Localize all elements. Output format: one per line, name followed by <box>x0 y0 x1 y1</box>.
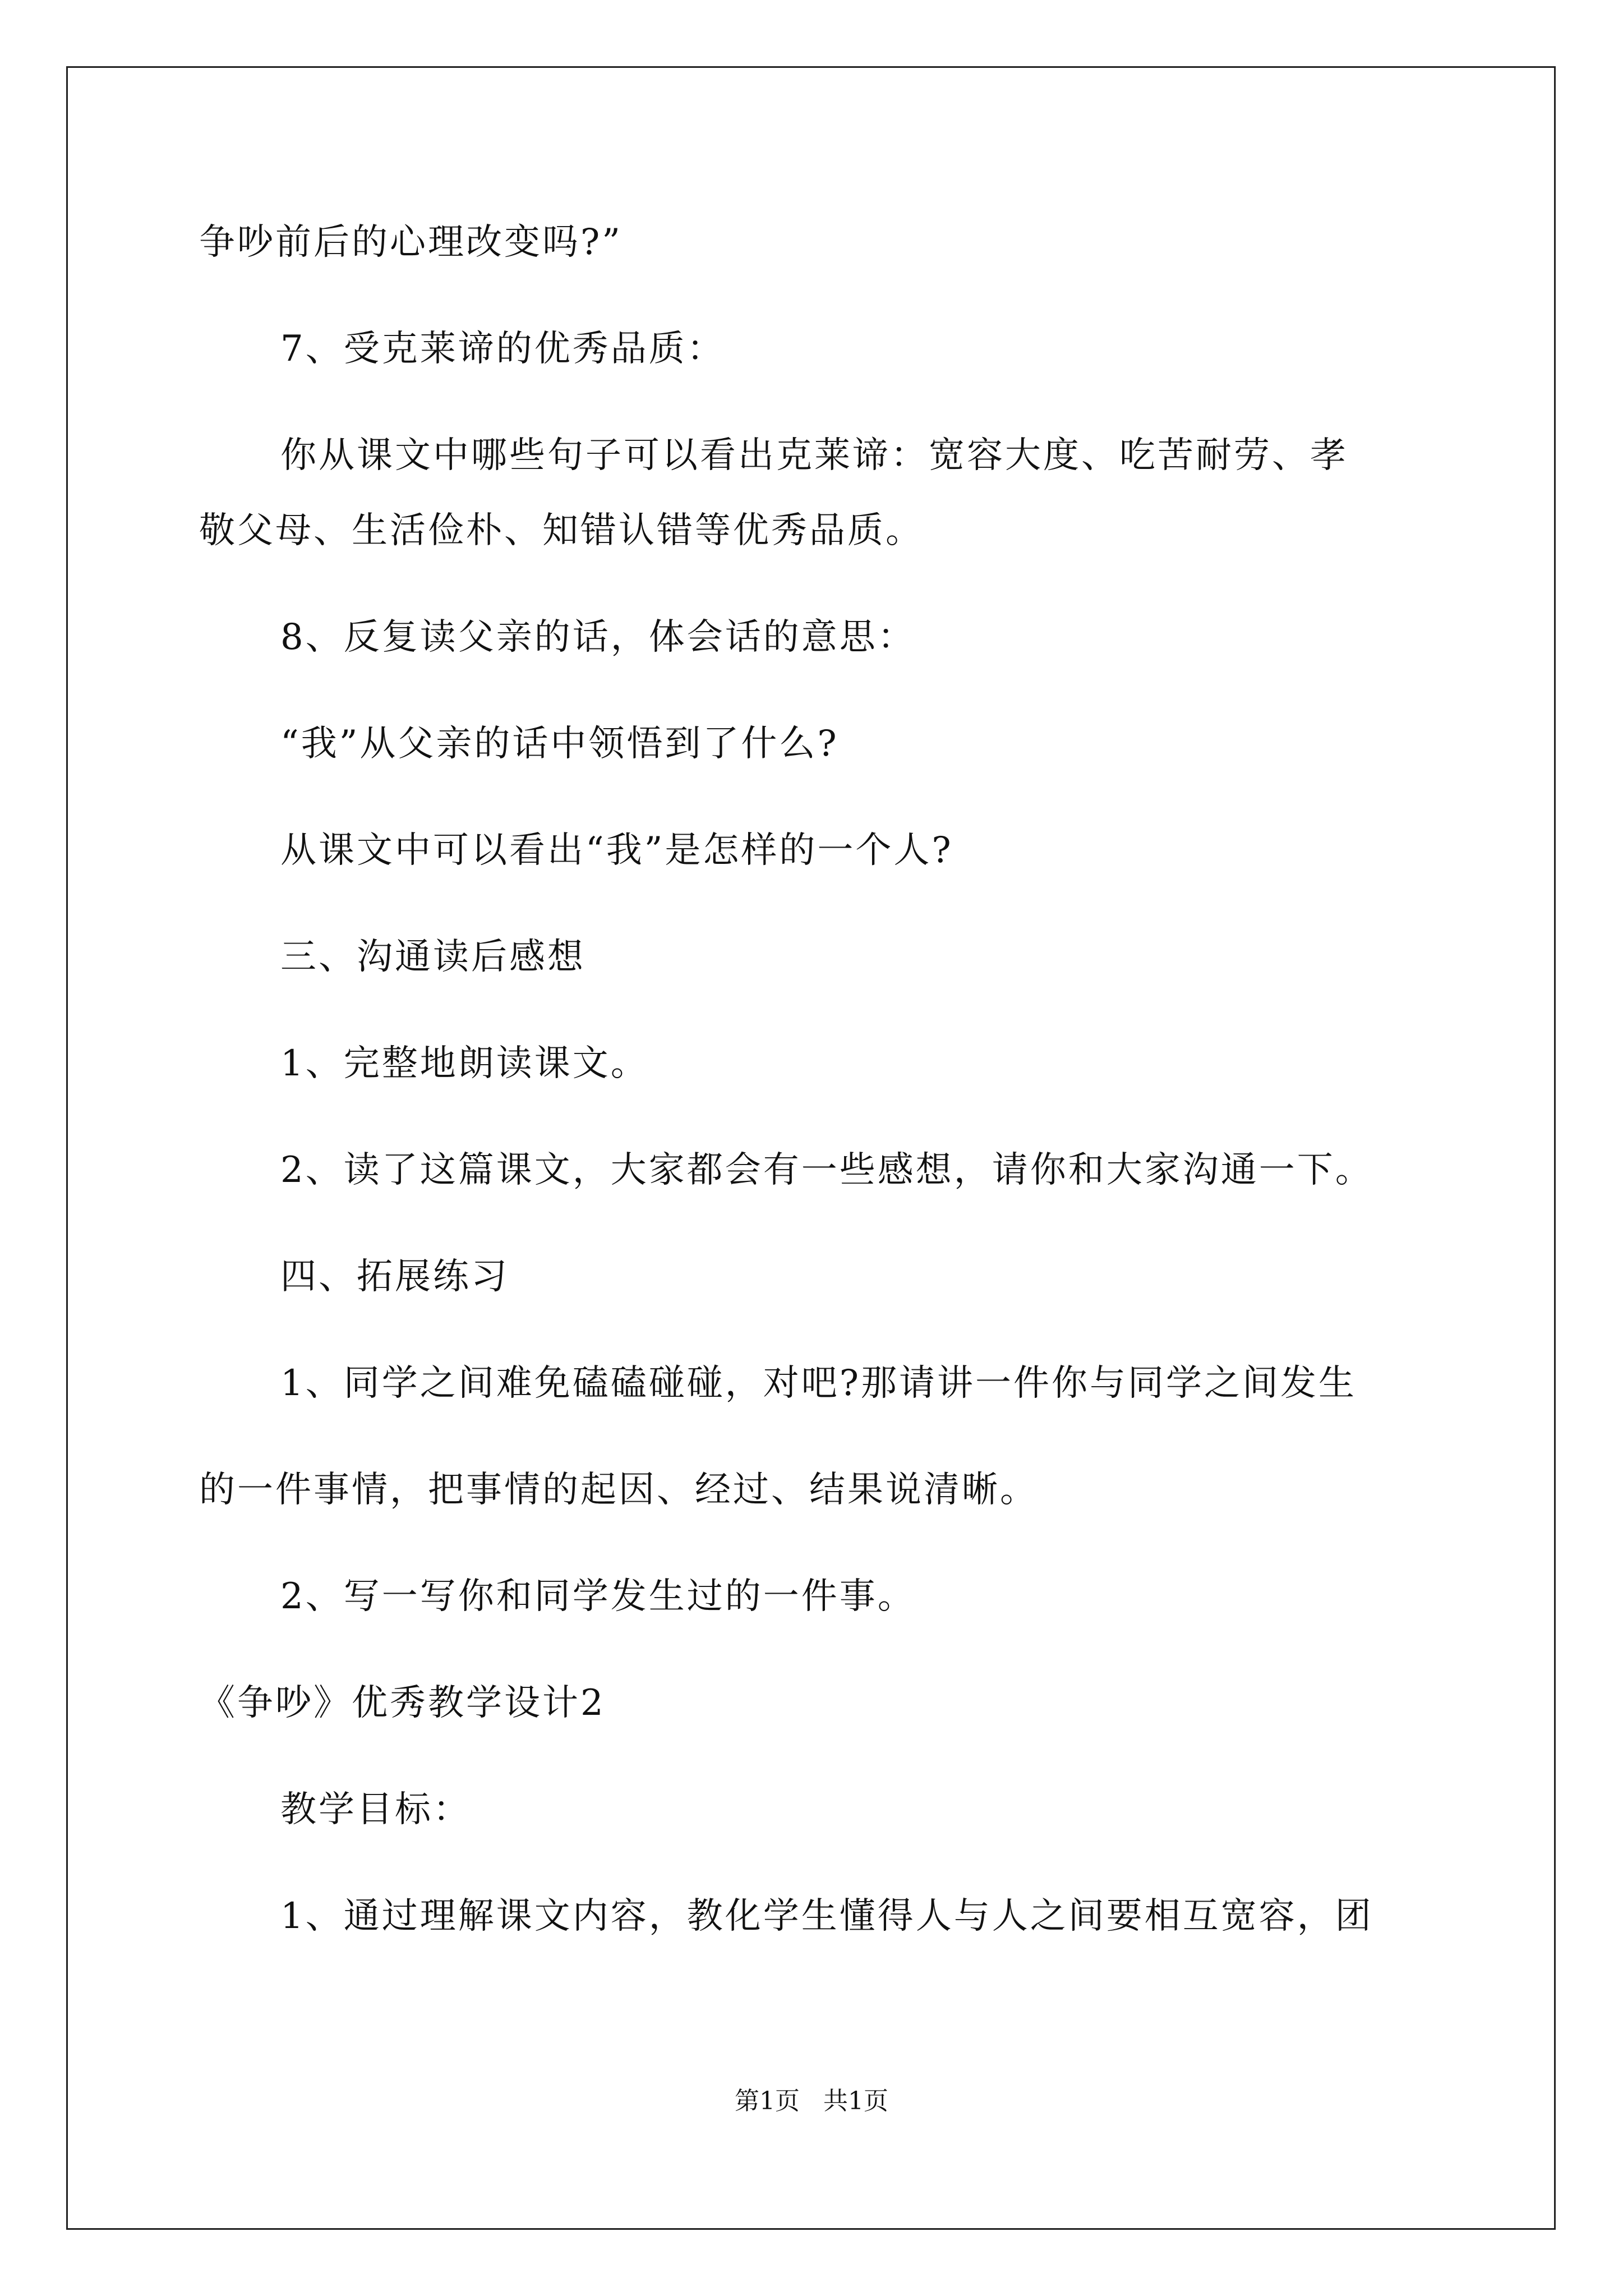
paragraph-line-12: 1、同学之间难免磕磕碰碰，对吧?那请讲一件你与同学之间发生 <box>280 1363 1357 1404</box>
paragraph-line-2: 7、受克莱谛的优秀品质： <box>280 328 725 370</box>
paragraph-line-4: 敬父母、生活俭朴、知错认错等优秀品质。 <box>199 510 924 551</box>
paragraph-line-14: 2、写一写你和同学发生过的一件事。 <box>280 1576 916 1617</box>
section-heading-4: 四、拓展练习 <box>280 1256 509 1297</box>
section-heading-3: 三、沟通读后感想 <box>280 936 585 978</box>
paragraph-line-6: “我”从父亲的话中领悟到了什么? <box>280 723 839 765</box>
document-title: 《争吵》优秀教学设计2 <box>199 1682 606 1724</box>
page-number-footer: 第1页 共1页 <box>735 2087 888 2115</box>
paragraph-line-13: 的一件事情，把事情的起因、经过、结果说清晰。 <box>199 1469 1038 1511</box>
paragraph-line-16: 教学目标： <box>280 1789 471 1830</box>
paragraph-line-9: 1、完整地朗读课文。 <box>280 1043 649 1084</box>
paragraph-line-7: 从课文中可以看出“我”是怎样的一个人? <box>280 830 953 871</box>
paragraph-line-17: 1、通过理解课文内容，教化学生懂得人与人之间要相互宽容，团 <box>280 1895 1373 1937</box>
paragraph-line-3: 你从课文中哪些句子可以看出克莱谛：宽容大度、吃苦耐劳、孝 <box>280 435 1348 476</box>
paragraph-line-10: 2、读了这篇课文，大家都会有一些感想，请你和大家沟通一下。 <box>280 1149 1373 1191</box>
paragraph-line-1: 争吵前后的心理改变吗?” <box>199 222 623 263</box>
paragraph-line-5: 8、反复读父亲的话，体会话的意思： <box>280 616 916 658</box>
